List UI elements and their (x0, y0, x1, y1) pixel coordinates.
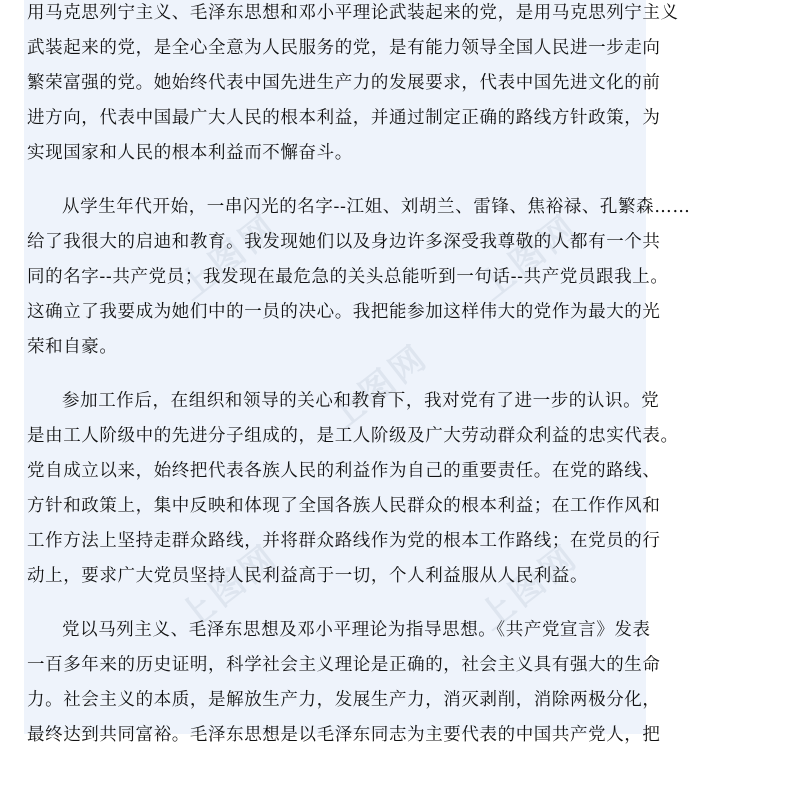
text-line: 力。社会主义的本质，是解放生产力，发展生产力，消灭剥削，消除两极分化， (27, 690, 661, 710)
text-line: 同的名字--共产党员；我发现在最危急的关头总能听到一句话--共产党员跟我上。 (27, 267, 669, 287)
text-line: 实现国家和人民的根本利益而不懈奋斗。 (27, 143, 353, 163)
text-line: 党自成立以来，始终把代表各族人民的利益作为自己的重要责任。在党的路线、 (27, 461, 661, 481)
text-line: 方针和政策上，集中反映和体现了全国各族人民群众的根本利益；在工作作风和 (27, 496, 661, 516)
text-line: 最终达到共同富裕。毛泽东思想是以毛泽东同志为主要代表的中国共产党人，把 (27, 725, 661, 745)
paragraph (27, 384, 679, 594)
text-line: 从学生年代开始，一串闪光的名字--江姐、刘胡兰、雷锋、焦裕禄、孔繁森…… (62, 197, 691, 217)
text-line: 是由工人阶级中的先进分子组成的，是工人阶级及广大劳动群众利益的忠实代表。 (27, 426, 679, 446)
text-line: 进方向，代表中国最广大人民的根本利益，并通过制定正确的路线方针政策，为 (27, 108, 661, 128)
text-line: 参加工作后，在组织和领导的关心和教育下，我对党有了进一步的认识。党 (62, 391, 660, 411)
text-line: 荣和自豪。 (27, 337, 118, 357)
document-body (27, 0, 691, 772)
text-line: 这确立了我要成为她们中的一员的决心。我把能参加这样伟大的党作为最大的光 (27, 302, 661, 322)
text-line: 一百多年来的历史证明，科学社会主义理论是正确的，社会主义具有强大的生命 (27, 655, 661, 675)
text-line: 动上，要求广大党员坚持人民利益高于一切，个人利益服从人民利益。 (27, 566, 589, 586)
text-line: 给了我很大的启迪和教育。我发现她们以及身边许多深受我尊敬的人都有一个共 (27, 232, 661, 252)
text-line: 党以马列主义、毛泽东思想及邓小平理论为指导思想。《共产党宣言》发表 (62, 620, 651, 640)
paragraph (27, 613, 667, 753)
paragraph (27, 190, 691, 365)
paragraph (27, 0, 679, 171)
text-line: 繁荣富强的党。她始终代表中国先进生产力的发展要求，代表中国先进文化的前 (27, 73, 661, 93)
text-line: 武装起来的党，是全心全意为人民服务的党，是有能力领导全国人民进一步走向 (27, 38, 661, 58)
text-line: 工作方法上坚持走群众路线，并将群众路线作为党的根本工作路线；在党员的行 (27, 531, 661, 551)
text-line: 用马克思列宁主义、毛泽东思想和邓小平理论武装起来的党，是用马克思列宁主义 (27, 3, 679, 23)
